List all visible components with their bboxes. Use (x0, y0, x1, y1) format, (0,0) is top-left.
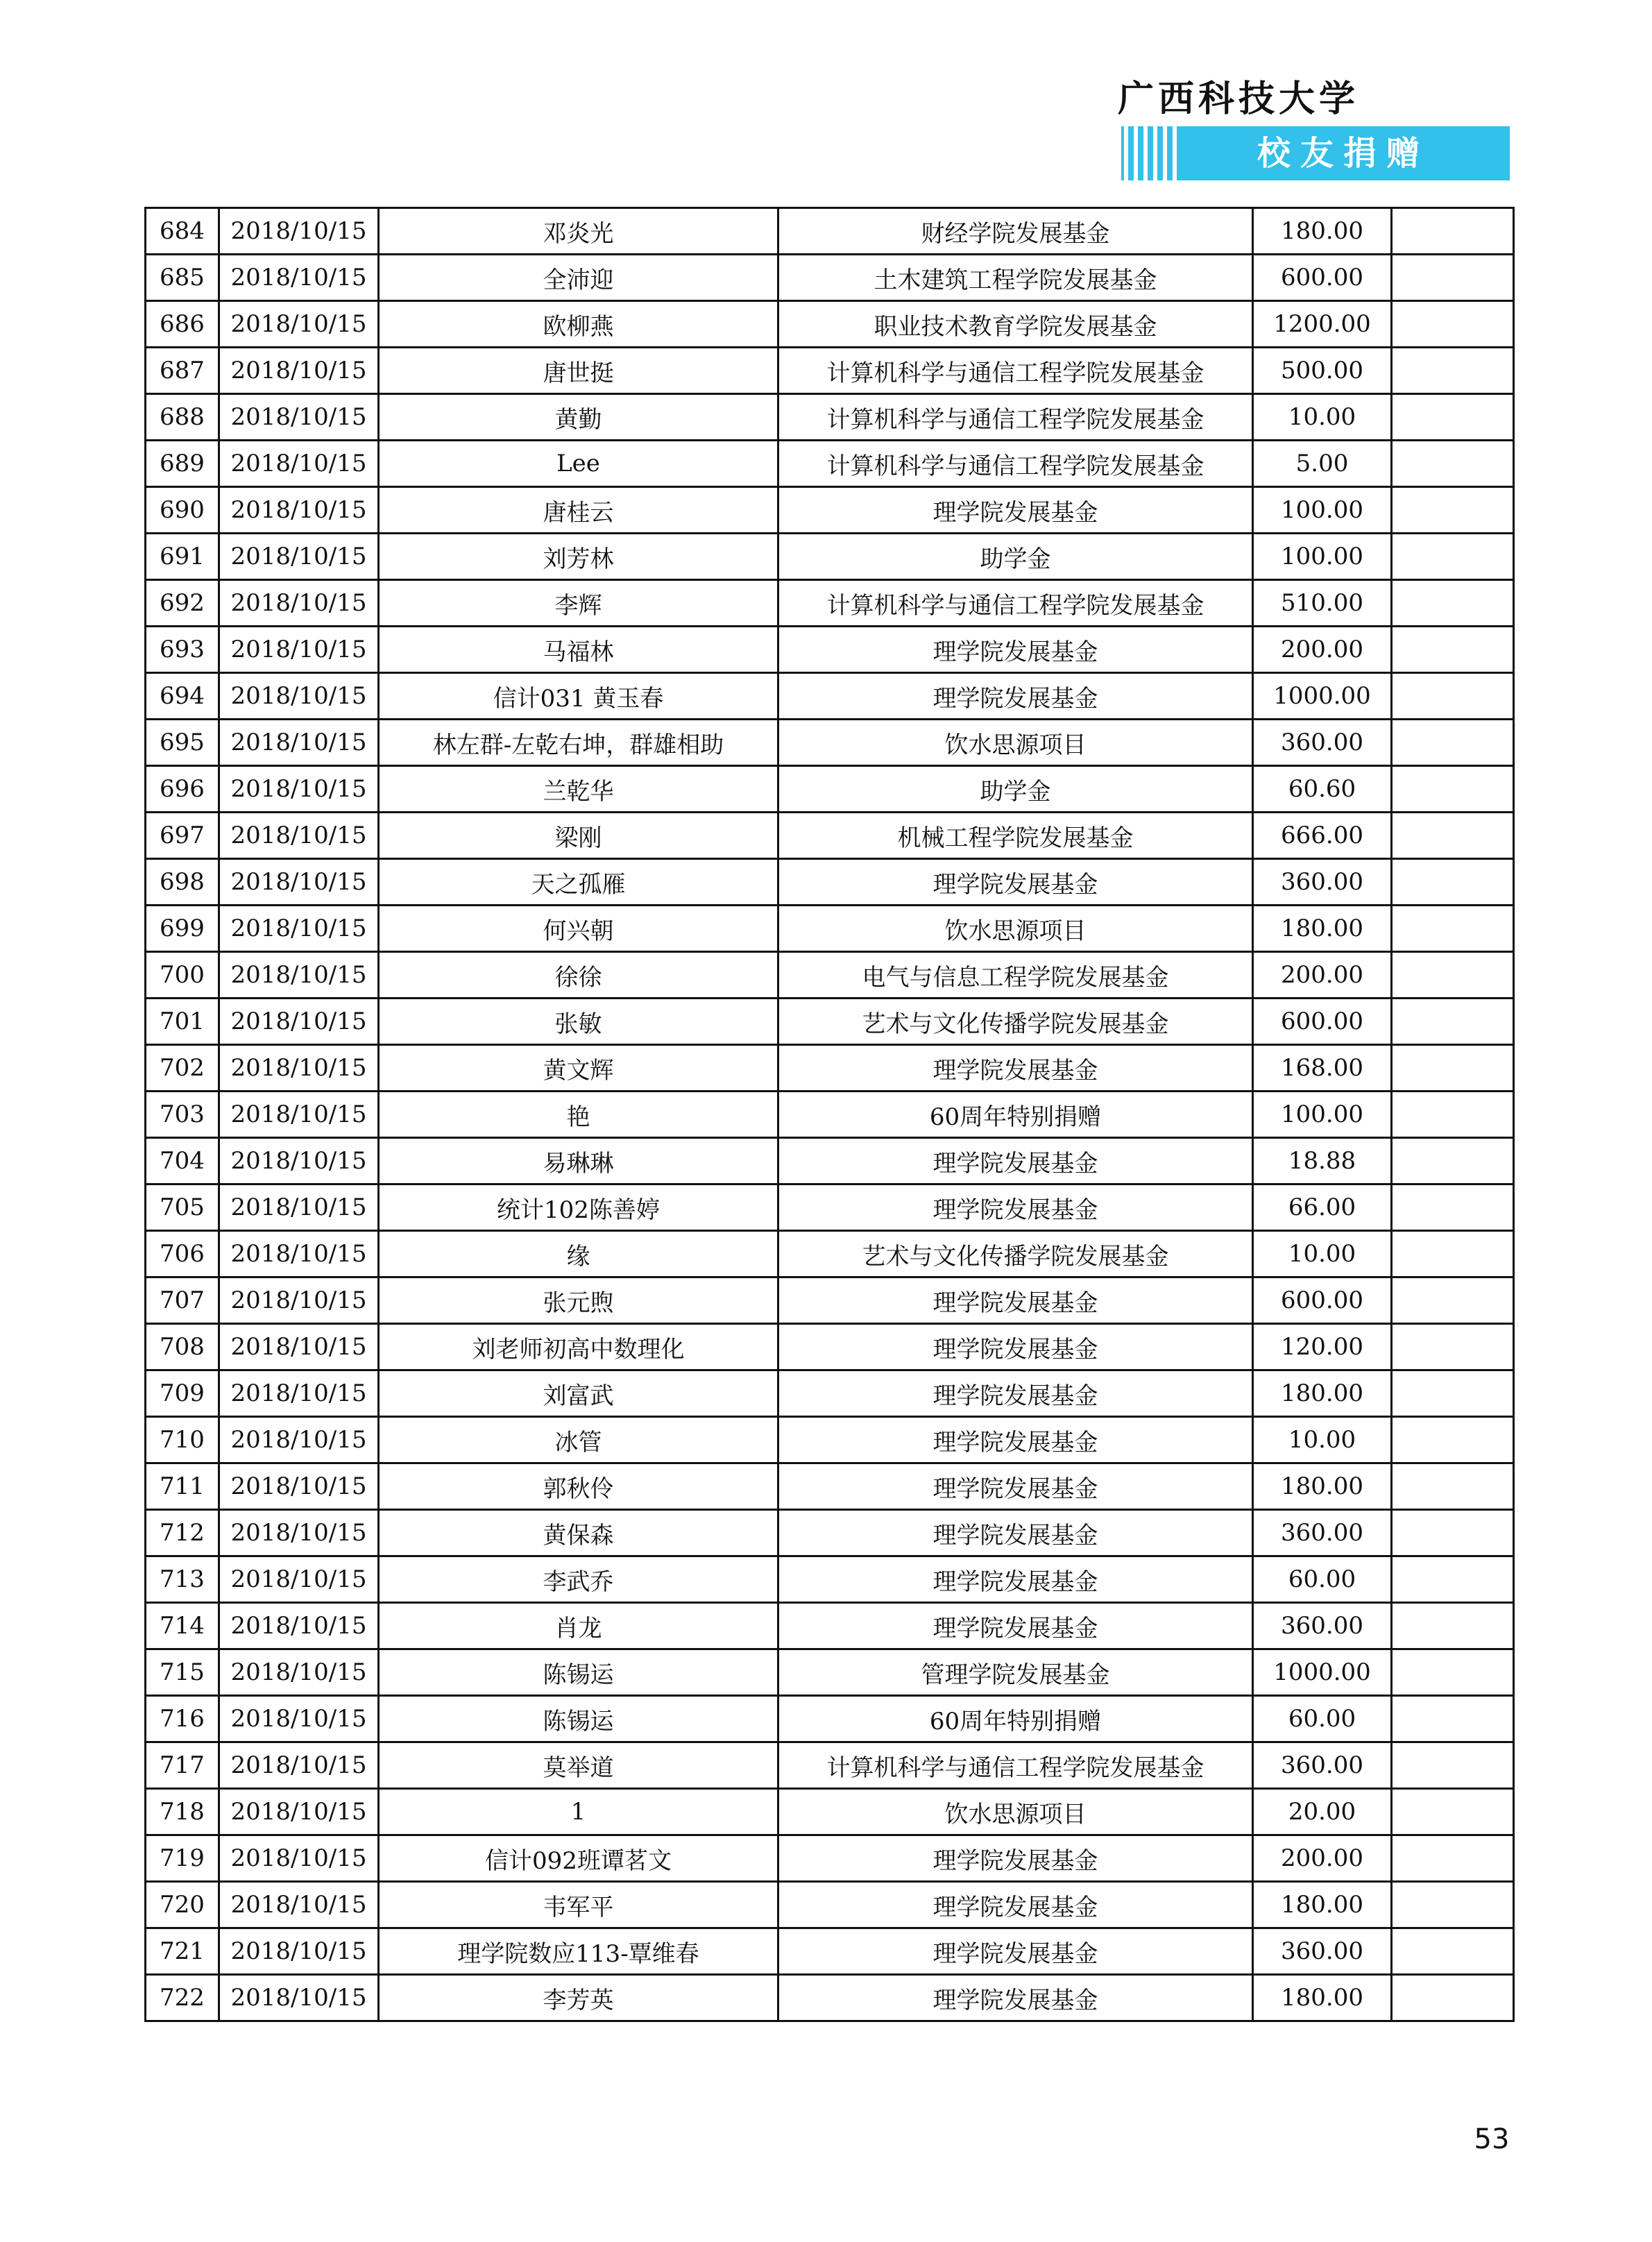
date-cell: 2018/10/15 (219, 952, 379, 999)
fund-cell: 饮水思源项目 (778, 906, 1253, 952)
donor-name-cell: 陈锡运 (379, 1649, 778, 1696)
amount-cell: 168.00 (1253, 1045, 1392, 1092)
date-cell: 2018/10/15 (219, 813, 379, 859)
row-number-cell: 704 (146, 1138, 219, 1184)
fund-cell: 理学院发展基金 (778, 673, 1253, 720)
remark-cell (1392, 999, 1514, 1045)
remark-cell (1392, 1556, 1514, 1603)
fund-cell: 计算机科学与通信工程学院发展基金 (778, 580, 1253, 627)
table-row (146, 1928, 1514, 1975)
fund-cell: 机械工程学院发展基金 (778, 813, 1253, 859)
amount-cell: 180.00 (1253, 1463, 1392, 1510)
date-cell: 2018/10/15 (219, 1510, 379, 1556)
fund-cell: 计算机科学与通信工程学院发展基金 (778, 1742, 1253, 1789)
date-cell: 2018/10/15 (219, 1092, 379, 1138)
remark-cell (1392, 301, 1514, 348)
fund-cell: 理学院发展基金 (778, 1835, 1253, 1882)
fund-cell: 管理学院发展基金 (778, 1649, 1253, 1696)
donor-name-cell: 唐世挺 (379, 348, 778, 394)
fund-cell: 计算机科学与通信工程学院发展基金 (778, 394, 1253, 441)
donor-name-cell: 肖龙 (379, 1603, 778, 1649)
donor-name-cell: 刘老师初高中数理化 (379, 1324, 778, 1370)
date-cell: 2018/10/15 (219, 999, 379, 1045)
amount-cell: 360.00 (1253, 1603, 1392, 1649)
table-row (146, 1045, 1514, 1092)
table-row (146, 1370, 1514, 1417)
row-number-cell: 701 (146, 999, 219, 1045)
fund-cell: 理学院发展基金 (778, 1510, 1253, 1556)
remark-cell (1392, 1882, 1514, 1928)
amount-cell: 180.00 (1253, 906, 1392, 952)
row-number-cell: 716 (146, 1696, 219, 1742)
donor-name-cell: 邓炎光 (379, 208, 778, 255)
remark-cell (1392, 1324, 1514, 1370)
donor-name-cell: 徐徐 (379, 952, 778, 999)
donor-name-cell: 欧柳燕 (379, 301, 778, 348)
amount-cell: 10.00 (1253, 1417, 1392, 1463)
table-row (146, 766, 1514, 813)
amount-cell: 200.00 (1253, 627, 1392, 673)
fund-cell: 理学院发展基金 (778, 627, 1253, 673)
date-cell: 2018/10/15 (219, 720, 379, 766)
remark-cell (1392, 1417, 1514, 1463)
donor-name-cell: 刘芳林 (379, 534, 778, 580)
remark-cell (1392, 208, 1514, 255)
donor-name-cell: 陈锡运 (379, 1696, 778, 1742)
amount-cell: 600.00 (1253, 1277, 1392, 1324)
donor-name-cell: 梁刚 (379, 813, 778, 859)
amount-cell: 10.00 (1253, 394, 1392, 441)
row-number-cell: 703 (146, 1092, 219, 1138)
amount-cell: 1000.00 (1253, 1649, 1392, 1696)
fund-cell: 理学院发展基金 (778, 1928, 1253, 1975)
amount-cell: 200.00 (1253, 952, 1392, 999)
amount-cell: 60.00 (1253, 1556, 1392, 1603)
donor-name-cell: 莫举道 (379, 1742, 778, 1789)
row-number-cell: 684 (146, 208, 219, 255)
amount-cell: 66.00 (1253, 1184, 1392, 1231)
row-number-cell: 710 (146, 1417, 219, 1463)
row-number-cell: 686 (146, 301, 219, 348)
date-cell: 2018/10/15 (219, 766, 379, 813)
fund-cell: 饮水思源项目 (778, 720, 1253, 766)
remark-cell (1392, 1184, 1514, 1231)
table-row (146, 859, 1514, 906)
donor-name-cell: 李芳英 (379, 1975, 778, 2021)
date-cell: 2018/10/15 (219, 906, 379, 952)
row-number-cell: 717 (146, 1742, 219, 1789)
row-number-cell: 694 (146, 673, 219, 720)
row-number-cell: 721 (146, 1928, 219, 1975)
fund-cell: 土木建筑工程学院发展基金 (778, 255, 1253, 301)
donor-name-cell: 冰管 (379, 1417, 778, 1463)
amount-cell: 500.00 (1253, 348, 1392, 394)
row-number-cell: 706 (146, 1231, 219, 1277)
fund-cell: 助学金 (778, 766, 1253, 813)
remark-cell (1392, 1696, 1514, 1742)
row-number-cell: 707 (146, 1277, 219, 1324)
table-row (146, 813, 1514, 859)
amount-cell: 1000.00 (1253, 673, 1392, 720)
fund-cell: 理学院发展基金 (778, 1882, 1253, 1928)
table-row (146, 1184, 1514, 1231)
row-number-cell: 688 (146, 394, 219, 441)
row-number-cell: 693 (146, 627, 219, 673)
donor-name-cell: 唐桂云 (379, 487, 778, 534)
row-number-cell: 712 (146, 1510, 219, 1556)
row-number-cell: 715 (146, 1649, 219, 1696)
remark-cell (1392, 1975, 1514, 2021)
table-row (146, 1138, 1514, 1184)
date-cell: 2018/10/15 (219, 1417, 379, 1463)
donor-name-cell: 天之孤雁 (379, 859, 778, 906)
date-cell: 2018/10/15 (219, 441, 379, 487)
amount-cell: 360.00 (1253, 859, 1392, 906)
date-cell: 2018/10/15 (219, 1882, 379, 1928)
row-number-cell: 690 (146, 487, 219, 534)
header-subtitle: 校友捐赠 (1257, 134, 1429, 173)
header-band (1121, 126, 1510, 180)
amount-cell: 360.00 (1253, 1928, 1392, 1975)
amount-cell: 666.00 (1253, 813, 1392, 859)
row-number-cell: 702 (146, 1045, 219, 1092)
amount-cell: 120.00 (1253, 1324, 1392, 1370)
date-cell: 2018/10/15 (219, 348, 379, 394)
date-cell: 2018/10/15 (219, 1649, 379, 1696)
date-cell: 2018/10/15 (219, 1975, 379, 2021)
donor-name-cell: 李武乔 (379, 1556, 778, 1603)
fund-cell: 计算机科学与通信工程学院发展基金 (778, 441, 1253, 487)
amount-cell: 200.00 (1253, 1835, 1392, 1882)
remark-cell (1392, 720, 1514, 766)
fund-cell: 计算机科学与通信工程学院发展基金 (778, 348, 1253, 394)
row-number-cell: 692 (146, 580, 219, 627)
date-cell: 2018/10/15 (219, 859, 379, 906)
donor-name-cell: 1 (379, 1789, 778, 1835)
amount-cell: 5.00 (1253, 441, 1392, 487)
remark-cell (1392, 441, 1514, 487)
amount-cell: 100.00 (1253, 1092, 1392, 1138)
table-row (146, 1649, 1514, 1696)
amount-cell: 600.00 (1253, 255, 1392, 301)
table-row (146, 1092, 1514, 1138)
donor-name-cell: 李辉 (379, 580, 778, 627)
row-number-cell: 719 (146, 1835, 219, 1882)
donor-name-cell: 缘 (379, 1231, 778, 1277)
date-cell: 2018/10/15 (219, 487, 379, 534)
remark-cell (1392, 813, 1514, 859)
donor-name-cell: 全沛迎 (379, 255, 778, 301)
remark-cell (1392, 1370, 1514, 1417)
donor-name-cell: 刘富武 (379, 1370, 778, 1417)
row-number-cell: 691 (146, 534, 219, 580)
amount-cell: 10.00 (1253, 1231, 1392, 1277)
amount-cell: 360.00 (1253, 1510, 1392, 1556)
date-cell: 2018/10/15 (219, 1324, 379, 1370)
donor-name-cell: 信计031 黄玉春 (379, 673, 778, 720)
fund-cell: 理学院发展基金 (778, 1463, 1253, 1510)
remark-cell (1392, 348, 1514, 394)
table-row (146, 348, 1514, 394)
donor-name-cell: 易琳琳 (379, 1138, 778, 1184)
row-number-cell: 711 (146, 1463, 219, 1510)
table-row (146, 487, 1514, 534)
table-row (146, 1742, 1514, 1789)
remark-cell (1392, 1092, 1514, 1138)
remark-cell (1392, 1649, 1514, 1696)
donor-name-cell: 马福林 (379, 627, 778, 673)
remark-cell (1392, 1277, 1514, 1324)
row-number-cell: 700 (146, 952, 219, 999)
amount-cell: 100.00 (1253, 487, 1392, 534)
row-number-cell: 722 (146, 1975, 219, 2021)
fund-cell: 艺术与文化传播学院发展基金 (778, 999, 1253, 1045)
date-cell: 2018/10/15 (219, 1463, 379, 1510)
remark-cell (1392, 906, 1514, 952)
fund-cell: 理学院发展基金 (778, 1603, 1253, 1649)
fund-cell: 理学院发展基金 (778, 1556, 1253, 1603)
table-row (146, 1603, 1514, 1649)
table-row (146, 1789, 1514, 1835)
remark-cell (1392, 1231, 1514, 1277)
amount-cell: 60.00 (1253, 1696, 1392, 1742)
fund-cell: 饮水思源项目 (778, 1789, 1253, 1835)
date-cell: 2018/10/15 (219, 1231, 379, 1277)
fund-cell: 理学院发展基金 (778, 859, 1253, 906)
row-number-cell: 698 (146, 859, 219, 906)
date-cell: 2018/10/15 (219, 1277, 379, 1324)
remark-cell (1392, 766, 1514, 813)
donor-name-cell: 理学院数应113-覃维春 (379, 1928, 778, 1975)
fund-cell: 60周年特别捐赠 (778, 1696, 1253, 1742)
table-row (146, 1882, 1514, 1928)
fund-cell: 助学金 (778, 534, 1253, 580)
date-cell: 2018/10/15 (219, 1603, 379, 1649)
donor-name-cell: 信计092班谭茗文 (379, 1835, 778, 1882)
table-row (146, 720, 1514, 766)
remark-cell (1392, 1045, 1514, 1092)
date-cell: 2018/10/15 (219, 534, 379, 580)
row-number-cell: 713 (146, 1556, 219, 1603)
remark-cell (1392, 1835, 1514, 1882)
remark-cell (1392, 487, 1514, 534)
remark-cell (1392, 859, 1514, 906)
remark-cell (1392, 1138, 1514, 1184)
fund-cell: 理学院发展基金 (778, 1138, 1253, 1184)
remark-cell (1392, 1463, 1514, 1510)
fund-cell: 理学院发展基金 (778, 1277, 1253, 1324)
table-row (146, 1463, 1514, 1510)
date-cell: 2018/10/15 (219, 394, 379, 441)
table-row (146, 1510, 1514, 1556)
date-cell: 2018/10/15 (219, 301, 379, 348)
table-row (146, 394, 1514, 441)
table-row (146, 1231, 1514, 1277)
table-row (146, 627, 1514, 673)
table-row (146, 301, 1514, 348)
row-number-cell: 720 (146, 1882, 219, 1928)
fund-cell: 60周年特别捐赠 (778, 1092, 1253, 1138)
amount-cell: 20.00 (1253, 1789, 1392, 1835)
fund-cell: 理学院发展基金 (778, 1975, 1253, 2021)
date-cell: 2018/10/15 (219, 1789, 379, 1835)
amount-cell: 180.00 (1253, 1370, 1392, 1417)
date-cell: 2018/10/15 (219, 1928, 379, 1975)
donor-name-cell: 林左群-左乾右坤，群雄相助 (379, 720, 778, 766)
amount-cell: 360.00 (1253, 1742, 1392, 1789)
row-number-cell: 689 (146, 441, 219, 487)
date-cell: 2018/10/15 (219, 1370, 379, 1417)
table-row (146, 999, 1514, 1045)
remark-cell (1392, 1603, 1514, 1649)
amount-cell: 60.60 (1253, 766, 1392, 813)
table-row (146, 1975, 1514, 2021)
donor-name-cell: 张元煦 (379, 1277, 778, 1324)
fund-cell: 职业技术教育学院发展基金 (778, 301, 1253, 348)
donation-table-body (146, 208, 1514, 2021)
remark-cell (1392, 1928, 1514, 1975)
fund-cell: 理学院发展基金 (778, 1184, 1253, 1231)
donor-name-cell: 郭秋伶 (379, 1463, 778, 1510)
amount-cell: 18.88 (1253, 1138, 1392, 1184)
donor-name-cell: 黄勤 (379, 394, 778, 441)
row-number-cell: 718 (146, 1789, 219, 1835)
fund-cell: 电气与信息工程学院发展基金 (778, 952, 1253, 999)
donor-name-cell: 何兴朝 (379, 906, 778, 952)
header-title: 广西科技大学 (1117, 78, 1359, 120)
fund-cell: 财经学院发展基金 (778, 208, 1253, 255)
header-stripes (1121, 126, 1184, 180)
amount-cell: 1200.00 (1253, 301, 1392, 348)
amount-cell: 100.00 (1253, 534, 1392, 580)
remark-cell (1392, 255, 1514, 301)
date-cell: 2018/10/15 (219, 1045, 379, 1092)
remark-cell (1392, 534, 1514, 580)
amount-cell: 510.00 (1253, 580, 1392, 627)
row-number-cell: 705 (146, 1184, 219, 1231)
fund-cell: 艺术与文化传播学院发展基金 (778, 1231, 1253, 1277)
table-row (146, 1324, 1514, 1370)
donor-name-cell: 黄文辉 (379, 1045, 778, 1092)
row-number-cell: 695 (146, 720, 219, 766)
donor-name-cell: Lee (379, 441, 778, 487)
date-cell: 2018/10/15 (219, 580, 379, 627)
donor-name-cell: 艳 (379, 1092, 778, 1138)
row-number-cell: 699 (146, 906, 219, 952)
donor-name-cell: 韦军平 (379, 1882, 778, 1928)
row-number-cell: 696 (146, 766, 219, 813)
remark-cell (1392, 1742, 1514, 1789)
table-row (146, 906, 1514, 952)
remark-cell (1392, 673, 1514, 720)
date-cell: 2018/10/15 (219, 1138, 379, 1184)
row-number-cell: 697 (146, 813, 219, 859)
table-row (146, 534, 1514, 580)
donor-name-cell: 兰乾华 (379, 766, 778, 813)
fund-cell: 理学院发展基金 (778, 1324, 1253, 1370)
remark-cell (1392, 580, 1514, 627)
table-row (146, 1277, 1514, 1324)
amount-cell: 600.00 (1253, 999, 1392, 1045)
remark-cell (1392, 394, 1514, 441)
row-number-cell: 708 (146, 1324, 219, 1370)
date-cell: 2018/10/15 (219, 627, 379, 673)
table-row (146, 1556, 1514, 1603)
fund-cell: 理学院发展基金 (778, 1045, 1253, 1092)
table-row (146, 952, 1514, 999)
date-cell: 2018/10/15 (219, 1556, 379, 1603)
fund-cell: 理学院发展基金 (778, 487, 1253, 534)
row-number-cell: 687 (146, 348, 219, 394)
table-row (146, 580, 1514, 627)
amount-cell: 180.00 (1253, 1975, 1392, 2021)
date-cell: 2018/10/15 (219, 673, 379, 720)
table-row (146, 1835, 1514, 1882)
date-cell: 2018/10/15 (219, 1184, 379, 1231)
date-cell: 2018/10/15 (219, 255, 379, 301)
fund-cell: 理学院发展基金 (778, 1417, 1253, 1463)
page-number: 53 (1474, 2123, 1510, 2155)
remark-cell (1392, 1510, 1514, 1556)
row-number-cell: 714 (146, 1603, 219, 1649)
donor-name-cell: 张敏 (379, 999, 778, 1045)
table-row (146, 255, 1514, 301)
date-cell: 2018/10/15 (219, 208, 379, 255)
row-number-cell: 685 (146, 255, 219, 301)
date-cell: 2018/10/15 (219, 1742, 379, 1789)
amount-cell: 180.00 (1253, 208, 1392, 255)
amount-cell: 360.00 (1253, 720, 1392, 766)
remark-cell (1392, 1789, 1514, 1835)
table-row (146, 673, 1514, 720)
donation-table (144, 207, 1515, 2022)
table-row (146, 441, 1514, 487)
donor-name-cell: 统计102陈善婷 (379, 1184, 778, 1231)
date-cell: 2018/10/15 (219, 1835, 379, 1882)
fund-cell: 理学院发展基金 (778, 1370, 1253, 1417)
table-row (146, 208, 1514, 255)
amount-cell: 180.00 (1253, 1882, 1392, 1928)
donor-name-cell: 黄保森 (379, 1510, 778, 1556)
remark-cell (1392, 952, 1514, 999)
table-row (146, 1696, 1514, 1742)
remark-cell (1392, 627, 1514, 673)
date-cell: 2018/10/15 (219, 1696, 379, 1742)
row-number-cell: 709 (146, 1370, 219, 1417)
table-row (146, 1417, 1514, 1463)
